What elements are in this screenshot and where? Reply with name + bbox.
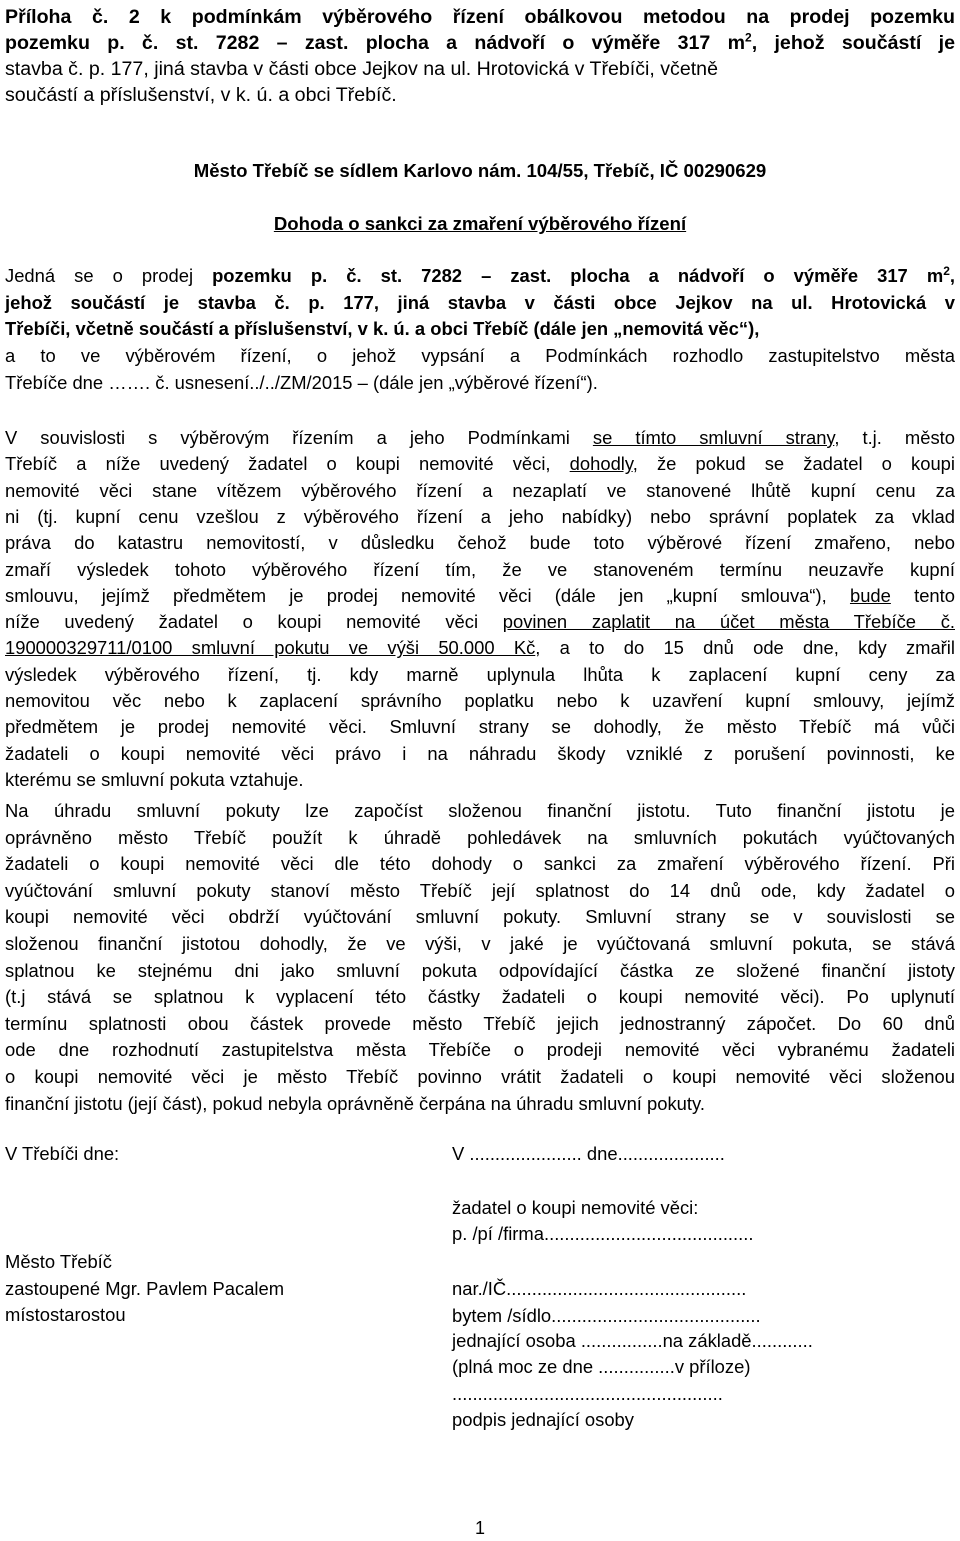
- applicant-field: (plná moc ze dne ...............v příloze): [452, 1356, 751, 1377]
- header-line-4: součástí a příslušenství, v k. ú. a obci Třebíč.: [5, 84, 397, 106]
- header-line-2: pozemku p. č. st. 7282 – zast. plocha a nádvoří o výměře 317 $m^2$, jehož součástí je: [5, 30, 955, 54]
- body-text: smlouvu, jejímž předmětem je prodej nemovité věci (dále jen „kupní smlouva“),: [5, 584, 850, 606]
- body-text: žadateli o koupi nemovité věci právo i na náhradu škody vzniklé z porušení povinnosti, ke: [5, 742, 955, 764]
- body-line: [5, 559, 955, 581]
- body-line: [5, 532, 955, 554]
- body-text: nemovitou věc nebo k zaplacení správního poplatku nebo k uzavření kupní smlouvy, jejímž: [5, 690, 955, 711]
- party-identification: Město Třebíč se sídlem Karlovo nám. 104/55, Třebíč, IČ 00290629: [193, 160, 767, 181]
- body-text: povinen zaplatit na účet města Třebíče č.: [502, 611, 955, 633]
- header-line-1: Příloha č. 2 k podmínkám výběrového řízení obálkovou metodou na prodej pozemku: [5, 6, 955, 28]
- signature-place-date-right: V ...................... dne.....................: [452, 1143, 725, 1164]
- page-number: 1: [474, 1518, 485, 1538]
- body-line: [5, 716, 955, 738]
- applicant-field: bytem /sídlo.........................................: [452, 1305, 761, 1326]
- body-line: [5, 637, 955, 659]
- body-line: [5, 427, 955, 449]
- body-line: [5, 769, 955, 791]
- body-text: , a to do 15 dnů ode dne, kdy zmařil: [535, 637, 955, 659]
- intro-line-4: a to ve výběrovém řízení, o jehož vypsání a Podmínkách rozhodlo zastupitelstvo města: [5, 345, 955, 366]
- signature-place-date-left: V Třebíči dne:: [5, 1143, 120, 1164]
- body-line: finanční jistotu (její část), pokud nebyla oprávněně čerpána na úhradu smluvní pokuty.: [5, 1092, 705, 1114]
- body-text: dohodly: [569, 453, 633, 475]
- body-text: bude: [849, 584, 891, 606]
- body-line: složenou finanční jistotou dohodly, že ve výši, v jaké je vyúčtovaná smluvní pokuta, se stává: [5, 933, 955, 954]
- body-line: [5, 611, 955, 633]
- body-text: kterému se smluvní pokuta vztahuje.: [5, 768, 304, 790]
- body-text: předmětem je prodej nemovité věci. Smluvní strany se dohodly, že město Třebíč má vůči: [5, 716, 955, 738]
- body-text: výsledek výběrového řízení, tj. kdy marně uplynula lhůta k zaplacení kupní ceny za: [5, 663, 955, 685]
- body-text: tento: [890, 584, 955, 606]
- body-line: oprávněno město Třebíč použít k úhradě pohledávek na smluvních pokutách vyúčtovaných: [5, 826, 955, 848]
- applicant-field: nar./IČ...............................................: [452, 1278, 747, 1299]
- body-line: [5, 480, 955, 502]
- body-text: práva do katastru nemovitostí, v důsledku čehož bude toto výběrové řízení zmařeno, nebo: [5, 532, 955, 554]
- body-line: Na úhradu smluvní pokuty lze započíst složenou finanční jistotu. Tuto finanční jistotu je: [5, 800, 955, 821]
- intro-line-3: Třebíči, včetně součástí a příslušenství, v k. ú. a obci Třebíč (dále jen „nemovitá věc“),: [5, 318, 760, 339]
- body-text: 190000329711/0100 smluvní pokutu ve výši 50.000 Kč: [5, 637, 536, 659]
- city-representative-line: Město Třebíč: [5, 1251, 112, 1272]
- body-line: [5, 690, 955, 712]
- body-text: zmaří výsledek tohoto výběrového řízení tím, že ve stanoveném termínu neuzavře kupní: [5, 558, 955, 580]
- body-line: vyúčtování smluvní pokuty stanoví město Třebíč její splatnost do 14 dnů ode, kdy žadatel o: [5, 879, 955, 901]
- body-text: , že pokud se žadatel o koupi: [632, 453, 955, 475]
- body-line: [5, 664, 955, 686]
- applicant-field: žadatel o koupi nemovité věci:: [452, 1197, 699, 1218]
- body-line: splatnou ke stejnému dni jako smluvní pokuta odpovídající částka ze složené finanční jistoty: [5, 959, 955, 981]
- body-line: o koupi nemovité věci je město Třebíč povinno vrátit žadateli o koupi nemovité věci složenou: [5, 1066, 955, 1087]
- intro-line-5: Třebíče dne ……. č. usnesení../../ZM/2015 – (dále jen „výběrové řízení“).: [5, 372, 598, 393]
- body-line: termínu splatnosti obou částek provede město Třebíč jejich jednostranný zápočet. Do 60 dnů: [5, 1012, 955, 1034]
- body-text: , t.j. město: [834, 427, 955, 448]
- city-representative-line: zastoupené Mgr. Pavlem Pacalem: [5, 1277, 285, 1299]
- intro-line-1: Jedná se o prodej pozemku p. č. st. 7282 – zast. plocha a nádvoří o výměře 317 $m^2$,: [5, 263, 955, 286]
- body-line: [5, 743, 955, 765]
- body-line: (t.j stává se splatnou k vyplacení této částky žadateli o koupi nemovité věci). Po uplynutí: [5, 986, 955, 1008]
- intro-line-2: jehož součástí je stavba č. p. 177, jiná stavba v části obce Jejkov na ul. Hrotovická v: [5, 292, 955, 313]
- city-representative-line: místostarostou: [5, 1304, 126, 1325]
- body-text: níže uvedený žadatel o koupi nemovité věci: [5, 611, 503, 633]
- applicant-field: jednající osoba ................na základě............: [452, 1330, 813, 1351]
- body-text: nemovité věci stane vítězem výběrového řízení a nezaplatí ve stanovené lhůtě kupní cenu za: [5, 479, 955, 501]
- body-line: [5, 506, 955, 528]
- body-line: [5, 453, 955, 475]
- body-line: [5, 585, 955, 607]
- document-title: Dohoda o sankci za zmaření výběrového řízení: [273, 213, 687, 234]
- applicant-field: podpis jednající osoby: [452, 1409, 634, 1430]
- body-text: ni (tj. kupní cenu vzešlou z výběrového řízení a jeho nabídky) nebo správní poplatek za vklad: [5, 505, 955, 527]
- body-line: žadateli o koupi nemovité věci dle této dohody o sankci za zmaření výběrového řízení. Při: [5, 853, 955, 875]
- header-line-3: stavba č. p. 177, jiná stavba v části obce Jejkov na ul. Hrotovická v Třebíči, včetně: [5, 58, 718, 80]
- body-line: koupi nemovité věci obdrží vyúčtování smluvní pokuty. Smluvní strany se v souvislosti se: [5, 906, 955, 928]
- body-text: se tímto smluvní strany: [592, 427, 835, 448]
- body-text: Třebíč a níže uvedený žadatel o koupi nemovité věci,: [5, 453, 570, 475]
- body-text: V souvislosti s výběrovým řízením a jeho Podmínkami: [5, 427, 593, 448]
- applicant-field: p. /pí /firma.........................................: [452, 1223, 754, 1244]
- body-line: ode dne rozhodnutí zastupitelstva města Třebíče o prodeji nemovité věci vybranému žadateli: [5, 1039, 955, 1061]
- applicant-field: .....................................................: [452, 1383, 723, 1404]
